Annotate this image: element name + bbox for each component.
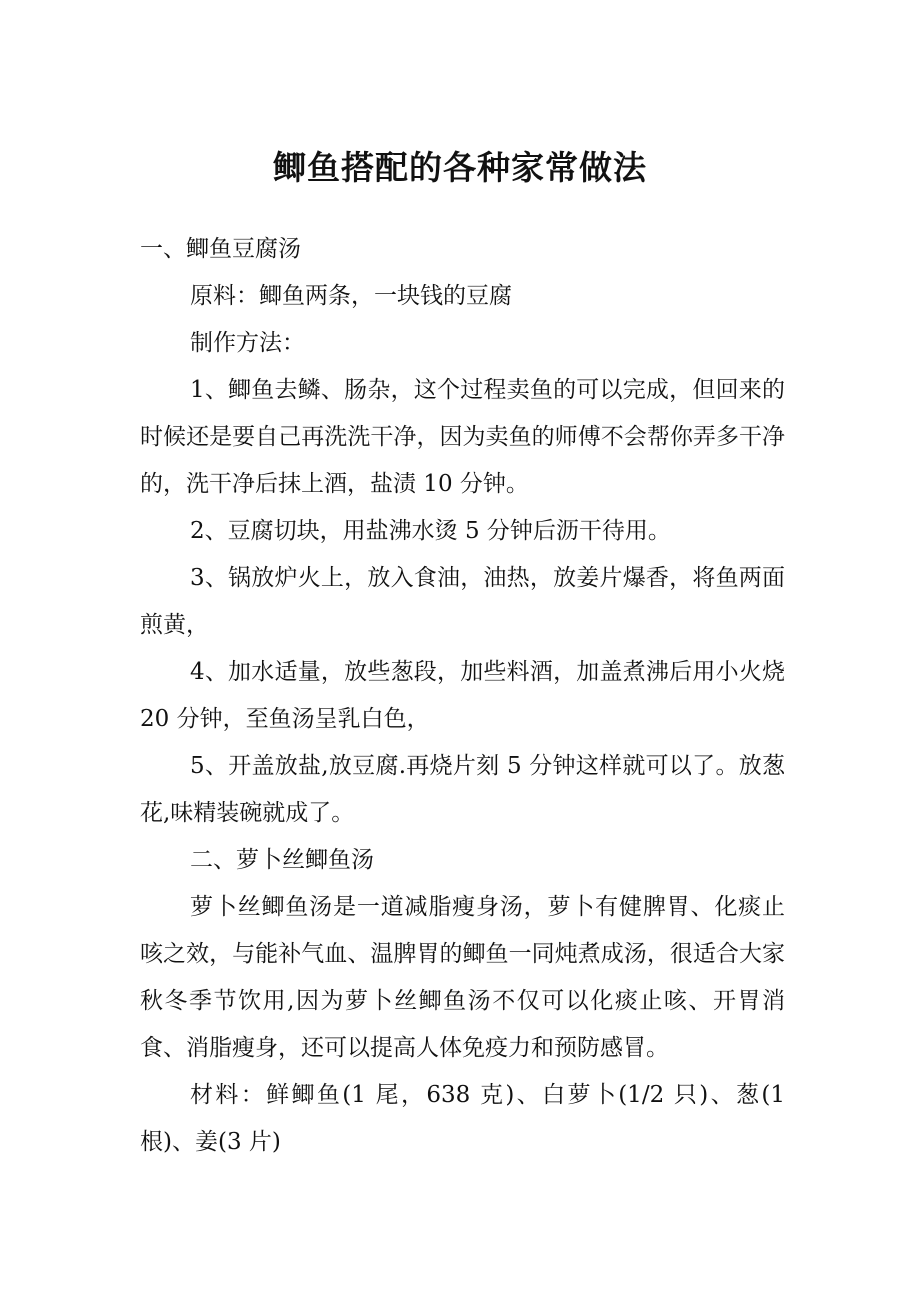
method-heading: 制作方法： — [190, 330, 305, 356]
section-heading-radish-soup: 二、萝卜丝鲫鱼汤 — [190, 847, 374, 873]
step-3-paragraph: 3、锅放炉火上，放入食油，油热，放姜片爆香，将鱼两面煎黄， — [140, 565, 785, 638]
step-1-paragraph: 1、鲫鱼去鳞、肠杂，这个过程卖鱼的可以完成，但回来的时候还是要自己再洗洗干净，因为卖鱼的师傅不会帮你弄多干净的，洗干净后抹上酒，盐渍 10 分钟。 — [140, 377, 785, 497]
ingredients-paragraph: 原料：鲫鱼两条，一块钱的豆腐 — [190, 283, 512, 309]
document-body — [140, 226, 785, 1166]
document-title: 鲫鱼搭配的各种家常做法 — [273, 148, 647, 187]
section-heading-tofu-soup: 一、鲫鱼豆腐汤 — [140, 236, 301, 262]
step-2-paragraph: 2、豆腐切块，用盐沸水烫 5 分钟后沥干待用。 — [190, 518, 671, 544]
step-5-paragraph: 5、开盖放盐,放豆腐.再烧片刻 5 分钟这样就可以了。放葱花,味精装碗就成了。 — [140, 753, 785, 826]
radish-soup-description: 萝卜丝鲫鱼汤是一道减脂瘦身汤，萝卜有健脾胃、化痰止咳之效，与能补气血、温脾胃的鲫鱼一同炖煮成汤，很适合大家秋冬季节饮用,因为萝卜丝鲫鱼汤不仅可以化痰止咳、开胃消食、消脂瘦身，还可以提高人体免疫力和预防感冒。 — [140, 894, 785, 1061]
radish-soup-materials: 材料：鲜鲫鱼(1 尾，638 克)、白萝卜(1/2 只)、葱(1根)、姜(3 片) — [140, 1082, 785, 1155]
step-4-paragraph: 4、加水适量，放些葱段，加些料酒，加盖煮沸后用小火烧 20 分钟，至鱼汤呈乳白色， — [140, 659, 785, 732]
